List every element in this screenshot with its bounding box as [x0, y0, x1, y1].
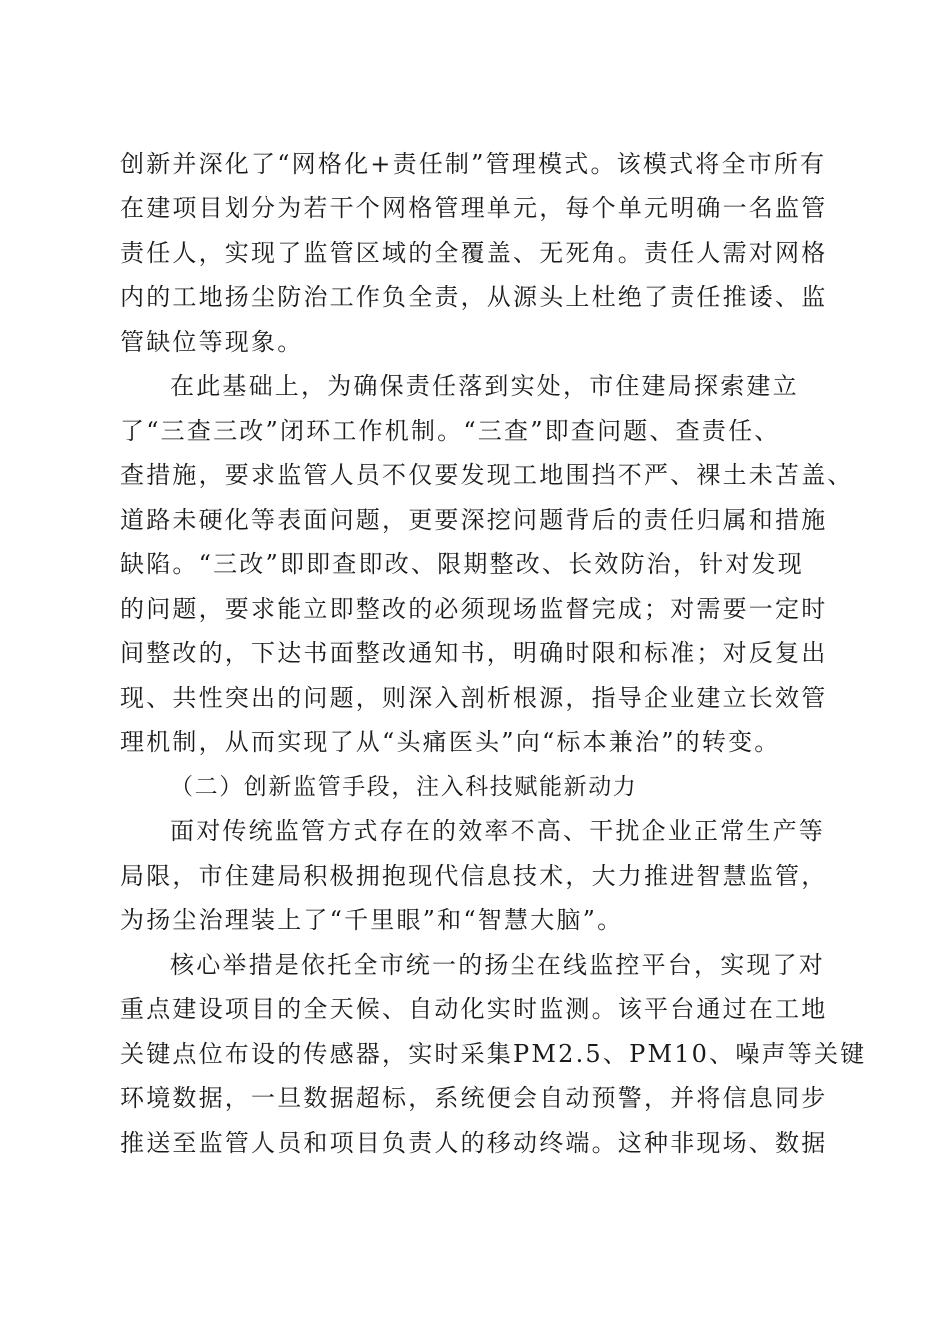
paragraph-line: 核心举措是依托全市统一的扬尘在线监控平台，实现了对: [170, 951, 825, 979]
paragraph-line: 间整改的，下达书面整改通知书，明确时限和标准；对反复出: [120, 639, 828, 667]
paragraph-line: 查措施，要求监管人员不仅要发现工地围挡不严、裸土未苫盖、: [120, 461, 854, 489]
paragraph-line: 内的工地扬尘防治工作负全责，从源头上杜绝了责任推诿、监: [120, 283, 828, 311]
paragraph-line: 的问题，要求能立即整改的必须现场监督完成；对需要一定时: [120, 595, 828, 623]
paragraph-line: 环境数据，一旦数据超标，系统便会自动预警，并将信息同步: [120, 1084, 828, 1112]
paragraph-line: 重点建设项目的全天候、自动化实时监测。该平台通过在工地: [120, 995, 828, 1023]
paragraph-line: 现、共性突出的问题，则深入剖析根源，指导企业建立长效管: [120, 684, 828, 712]
paragraph-line: 在此基础上，为确保责任落到实处，市住建局探索建立: [170, 372, 799, 400]
paragraph-line: 责任人，实现了监管区域的全覆盖、无死角。责任人需对网格: [120, 239, 828, 267]
paragraph-line: 管缺位等现象。: [120, 328, 304, 356]
paragraph-line: 局限，市住建局积极拥抱现代信息技术，大力推进智慧监管，: [120, 862, 828, 890]
paragraph-line: 缺陷。“三改”即即查即改、限期整改、长效防治，针对发现: [120, 550, 804, 578]
paragraph-line: 推送至监管人员和项目负责人的移动终端。这种非现场、数据: [120, 1129, 828, 1157]
paragraph-line: 关键点位布设的传感器，实时采集PM2.5、PM10、噪声等关键: [120, 1040, 867, 1068]
section-heading: （二）创新监管手段，注入科技赋能新动力: [170, 774, 638, 800]
paragraph-line: 创新并深化了“网格化+责任制”管理模式。该模式将全市所有: [120, 150, 827, 178]
paragraph-line: 面对传统监管方式存在的效率不高、干扰企业正常生产等: [170, 817, 825, 845]
paragraph-line: 理机制，从而实现了从“头痛医头”向“标本兼治”的转变。: [120, 728, 781, 756]
paragraph-line: 道路未硬化等表面问题，更要深挖问题背后的责任归属和措施: [120, 506, 828, 534]
paragraph-line: 为扬尘治理装上了“千里眼”和“智慧大脑”。: [120, 906, 624, 934]
paragraph-line: 在建项目划分为若干个网格管理单元，每个单元明确一名监管: [120, 194, 828, 222]
paragraph-line: 了“三查三改”闭环工作机制。“三查”即查问题、查责任、: [120, 417, 781, 445]
